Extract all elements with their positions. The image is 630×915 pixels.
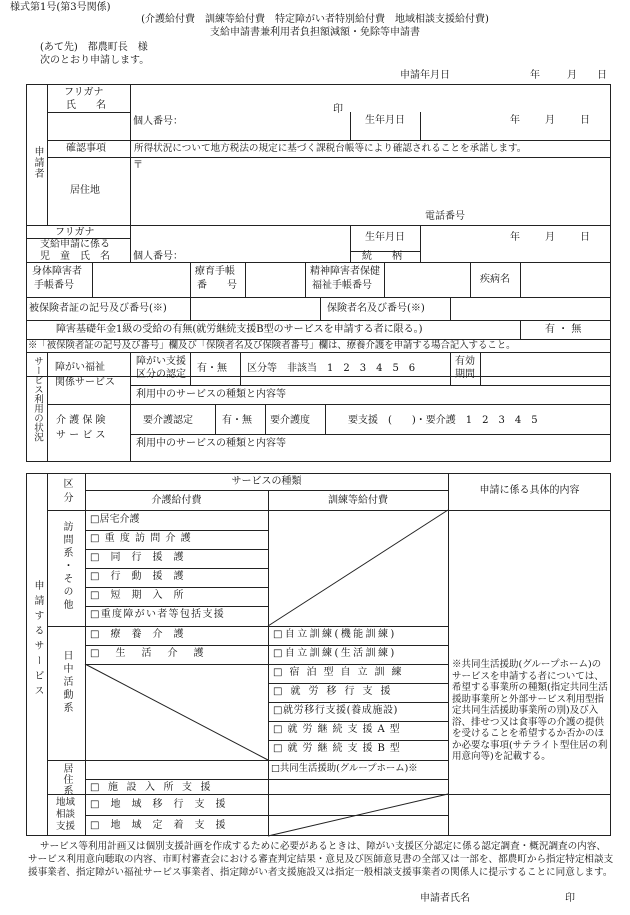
visit-item-accompany[interactable]: □同行援護 — [90, 552, 195, 563]
community-group-label-2: 相談 — [56, 809, 76, 820]
training-item-employment-school[interactable]: □就労移行支援(養成施設) — [273, 705, 399, 716]
service-status-side-label: サービス利用の状況 — [32, 356, 43, 442]
child-name-label-1: 支給申請に係る — [40, 239, 110, 250]
group-home-note: ※共同生活援助(グループホーム)のサービスを申請する者については、希望する事業所の種類(指定共同生活援助事業所と外部サービス利用型指定共同生活援助事業所の別)及び入浴、排せつ又は食事等の介護の提供を受けることを希望するか否かのほか必要な事項(サテライト型住居の利用意向等)を記載する。 — [452, 659, 608, 762]
care-insurance-label-1: 介 護 保 険 — [56, 415, 106, 426]
birth-date-label: 生年月日 — [365, 115, 405, 126]
insured-cert-label: 被保険者証の記号及び番号(※) — [29, 303, 167, 314]
physical-cert-label-2: 手帳番号 — [34, 280, 74, 291]
care-insurance-label-2: サ ー ビ ス — [56, 430, 106, 441]
mental-cert-label-1: 精神障害者保健 — [310, 266, 380, 277]
category-label: 区分 — [61, 478, 72, 506]
service-types-header: サービスの種類 — [231, 476, 302, 487]
visit-item-comprehensive[interactable]: □重度障がい者等包括支援 — [90, 609, 226, 620]
training-item-function[interactable]: □自立訓練(機能訓練) — [273, 629, 397, 640]
day-item-life-care[interactable]: □生活介護 — [90, 648, 220, 659]
intro-text: 次のとおり申請します。 — [40, 55, 150, 66]
community-group-label-1: 地域 — [56, 797, 76, 808]
care-level-options: 要支援 ( )・要介護 1 2 3 4 5 — [348, 415, 538, 426]
visit-item-severe-visit[interactable]: □重度訪問介護 — [90, 533, 196, 544]
phone-label: 電話番号 — [425, 211, 465, 222]
training-item-residential[interactable]: □宿泊型自立訓練 — [273, 667, 409, 678]
visit-group-label: 訪問系・その他 — [61, 521, 72, 612]
disease-label: 疾病名 — [480, 274, 510, 285]
birth-day: 日 — [580, 115, 590, 126]
welfare-service-label-1: 障がい福祉 — [55, 362, 105, 373]
birth-year: 年 — [510, 115, 520, 126]
support-class-yes-no: 有・無 — [197, 363, 227, 374]
confirmation-label: 確認事項 — [66, 143, 106, 154]
detail-header: 申請に係る具体的内容 — [479, 485, 580, 496]
day-item-medical-care[interactable]: □療養介護 — [90, 629, 195, 640]
training-benefit-header: 訓練等給付費 — [328, 495, 388, 506]
postal-mark: 〒 — [133, 160, 143, 171]
valid-period-label-2: 期間 — [455, 369, 475, 380]
community-item-settlement[interactable]: □地域定着支援 — [90, 820, 237, 831]
support-class-options: 区分等 非該当 1 2 3 4 5 6 — [247, 363, 416, 374]
day-group-label: 日中活動系 — [61, 650, 72, 715]
physical-cert-label-1: 身体障害者 — [32, 266, 82, 277]
confirmation-text: 所得状況について地方税法の規定に基づく課税台帳等により確認されることを承諾します。 — [134, 143, 527, 154]
pension-question: 障害基礎年金1級の受給の有無(就労継続支援B型のサービスを申請する者に限る。) — [56, 324, 423, 335]
residence-item-facility[interactable]: □施設入所支援 — [90, 782, 219, 793]
date-day: 日 — [597, 70, 607, 81]
child-birth-year: 年 — [510, 232, 520, 243]
name-label: 氏 名 — [66, 100, 106, 111]
community-group-label-3: 支援 — [56, 821, 76, 832]
support-class-label-1: 障がい支援 — [136, 356, 186, 367]
form-number: 様式第1号(第3号関係) — [10, 2, 111, 13]
child-birth-month: 月 — [545, 232, 555, 243]
valid-period-label-1: 有効 — [455, 356, 475, 367]
date-year: 年 — [530, 70, 540, 81]
birth-month: 月 — [545, 115, 555, 126]
residence-item-group-home[interactable]: □共同生活援助(グループホーム)※ — [271, 763, 418, 774]
form-title-line1: (介護給付費 訓練等給付費 特定障がい者特別給付費 地域相談支援給付費) — [141, 14, 489, 25]
care-using-services: 利用中のサービスの種類と内容等 — [136, 438, 286, 449]
community-item-transition[interactable]: □地域移行支援 — [90, 799, 237, 810]
date-month: 月 — [567, 70, 577, 81]
furigana-label: フリガナ — [64, 87, 104, 98]
residence-group-label: 居住系 — [61, 763, 72, 796]
training-item-life[interactable]: □自立訓練(生活訓練) — [273, 648, 397, 659]
visit-item-home-care[interactable]: □居宅介護 — [90, 514, 140, 525]
seal-mark: 印 — [333, 104, 343, 115]
address-label: 居住地 — [70, 185, 100, 196]
support-class-label-2: 区分の認定 — [136, 369, 186, 380]
child-birth-date-label: 生年月日 — [365, 232, 405, 243]
relation-label: 続 柄 — [362, 251, 402, 262]
applicant-name-label: 申請者氏名 — [420, 893, 470, 904]
training-item-employment-a[interactable]: □就労継続支援A型 — [273, 724, 405, 735]
rehab-cert-label-1: 療育手帳 — [195, 266, 235, 277]
application-date-label: 申請年月日 — [400, 70, 450, 81]
child-individual-number: 個人番号： — [133, 251, 183, 262]
individual-number-label: 個人番号： — [133, 116, 183, 127]
child-birth-day: 日 — [580, 232, 590, 243]
pension-yes-no: 有 ・ 無 — [545, 324, 582, 335]
welfare-using-services: 利用中のサービスの種類と内容等 — [136, 389, 286, 400]
addressee: (あて先) 都農町長 様 — [40, 42, 148, 53]
insurer-name-label: 保険者名及び番号(※) — [327, 303, 425, 314]
training-item-employment-transition[interactable]: □就労移行支援 — [273, 686, 399, 697]
applicant-seal: 印 — [565, 893, 575, 904]
child-furigana-label: フリガナ — [55, 227, 95, 238]
rehab-cert-label-2: 番 号 — [197, 280, 237, 291]
mental-cert-label-2: 福祉手帳番号 — [312, 280, 372, 291]
training-item-employment-b[interactable]: □就労継続支援B型 — [273, 743, 405, 754]
care-level-label: 要介護度 — [270, 415, 310, 426]
visit-item-behavior[interactable]: □行動援護 — [90, 571, 195, 582]
care-cert-label: 要介護認定 — [143, 415, 193, 426]
child-name-label-2: 児 童 氏 名 — [40, 251, 110, 262]
care-benefit-header: 介護給付費 — [151, 495, 202, 506]
visit-item-short-stay[interactable]: □短期入所 — [90, 590, 195, 601]
care-cert-yes-no: 有・無 — [222, 415, 252, 426]
apply-service-side-label: 申請するサービス — [32, 580, 43, 700]
consent-text: サービス等利用計画又は個別支援計画を作成するために必要があるときは、障がい支援区分認定に係る認定調査・概況調査の内容、サービス利用意向聴取の内容、市町村審査会における審査判定結果・意見及び医師意見書の全部又は一部を、都農町から指定特定相談支援事業者、指定障がい福祉サービス事業者、指定障がい者支援施設又は指定一般相談支援事業者の関係人に提示することに同意します。 — [28, 841, 614, 878]
applicant-side-label: 申請者 — [32, 146, 43, 179]
insured-note: ※「被保険者証の記号及び番号」欄及び「保険者名及び保険者番号」欄は、療養介護を申請する場合記入すること。 — [28, 340, 516, 351]
welfare-service-label-2: 関係サービス — [55, 377, 115, 388]
form-title-line2: 支給申請書兼利用者負担額減額・免除等申請書 — [210, 27, 420, 38]
